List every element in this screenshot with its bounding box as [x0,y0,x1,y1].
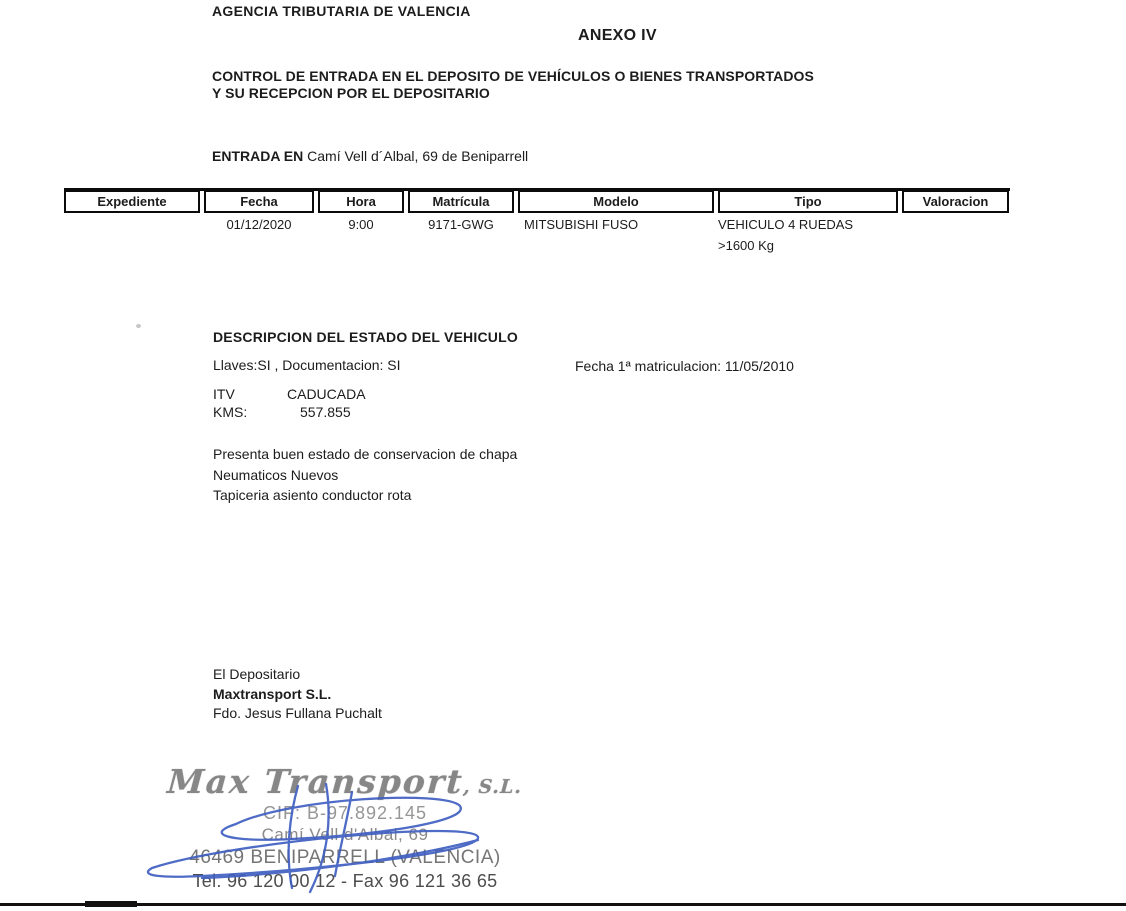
annex-title: ANEXO IV [578,27,657,44]
itv-value: CADUCADA [287,386,366,402]
entrada-label: ENTRADA EN [212,148,304,164]
depositario-signedby: Fdo. Jesus Fullana Puchalt [213,705,382,721]
observacion-line: Presenta buen estado de conservacion de chapa [213,446,518,462]
document-title [212,68,932,102]
scan-artifact [136,324,141,328]
document-title-line2: Y SU RECEPCION POR EL DEPOSITARIO [212,85,490,101]
table-top-rule [64,188,1010,191]
estado-section-title: DESCRIPCION DEL ESTADO DEL VEHICULO [213,329,518,345]
kms-value: 557.855 [300,404,351,420]
stamp-company-suffix: , S.L. [462,776,523,798]
cell-tipo-line2: >1600 Kg [718,238,775,253]
stamp-phone: Tel. 96 120 00 12 - Fax 96 121 36 65 [192,871,498,891]
observaciones [213,444,517,506]
stamp-city: 46469 BENIPARRELL (VALENCIA) [189,847,501,868]
table-header-row [64,190,1010,213]
agency-title: AGENCIA TRIBUTARIA DE VALENCIA [212,3,471,19]
stamp-cif: CIF: B-97.892.145 [262,803,428,823]
cell-tipo [718,214,898,256]
stamp-company-name: Max Transport [166,762,466,801]
stamp-address: Camí Vell d'Albal, 69 [261,825,429,844]
cell-expediente [64,214,200,256]
col-header-expediente: Expediente [64,190,200,213]
col-header-modelo: Modelo [518,190,714,213]
col-header-hora: Hora [318,190,404,213]
cell-fecha: 01/12/2020 [226,217,292,232]
itv-label: ITV [213,386,235,402]
page-bottom-rule [0,903,1126,906]
depositario-block [213,665,382,724]
observacion-line: Tapiceria asiento conductor rota [213,487,412,503]
signature-ink [140,782,490,897]
fecha-matriculacion: Fecha 1ª matriculacion: 11/05/2010 [575,358,794,374]
page-bottom-rule-segment [85,901,137,907]
col-header-matricula: Matrícula [408,190,514,213]
cell-valoracion [902,214,1009,256]
depositario-role: El Depositario [213,666,301,682]
col-header-fecha: Fecha [204,190,314,213]
cell-matricula: 9171-GWG [428,217,494,232]
depositario-company: Maxtransport S.L. [213,685,332,702]
kms-label: KMS: [213,404,248,420]
cell-hora: 9:00 [348,217,374,232]
llaves-documentacion: Llaves:SI , Documentacion: SI [213,357,401,373]
table-row [64,214,1010,256]
col-header-valoracion: Valoracion [902,190,1009,213]
cell-tipo-line1: VEHICULO 4 RUEDAS [718,217,854,232]
document-title-line1: CONTROL DE ENTRADA EN EL DEPOSITO DE VEHÍCULOS O BIENES TRANSPORTADOS [212,68,814,84]
entrada-line [212,148,528,164]
vehicle-entry-table [64,190,1010,256]
observacion-line: Neumaticos Nuevos [213,466,339,483]
col-header-tipo: Tipo [718,190,898,213]
cell-modelo: MITSUBISHI FUSO [524,217,639,232]
entrada-value: Camí Vell d´Albal, 69 de Beniparrell [307,148,529,164]
